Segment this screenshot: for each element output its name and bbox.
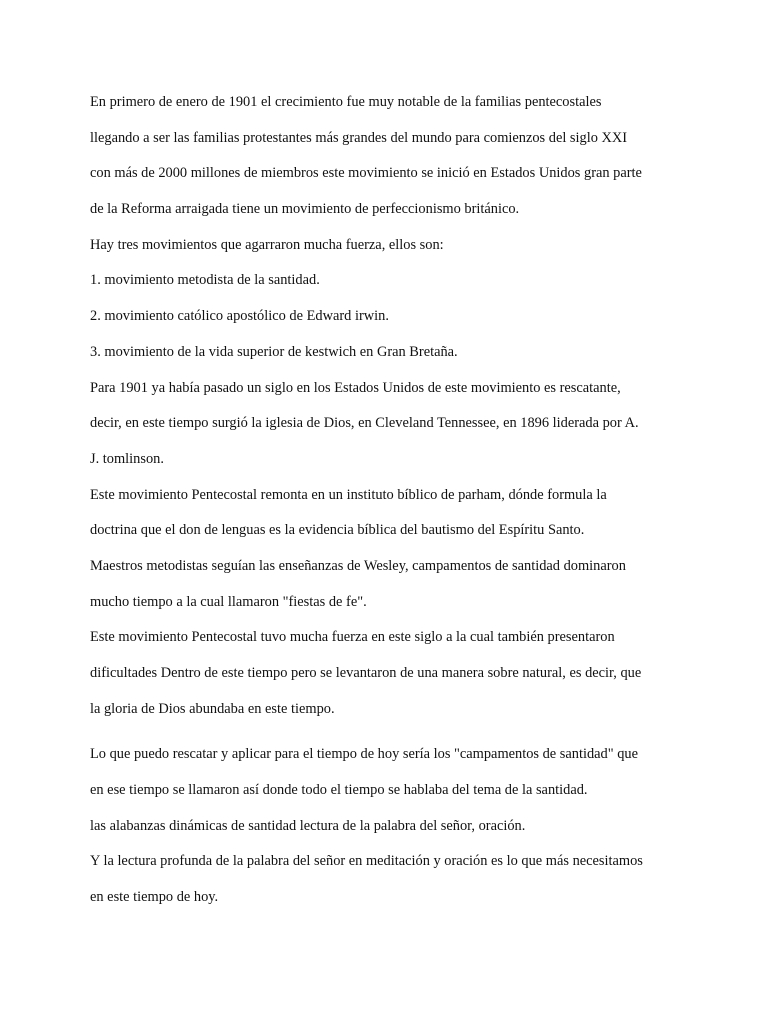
list-item-3 (90, 335, 690, 371)
paragraph-parham-institute (90, 478, 690, 549)
list-item-2 (90, 299, 690, 335)
document-body (90, 85, 690, 916)
text-line: en ese tiempo se llamaron así donde todo el tiempo se hablaba del tema de la santidad. (90, 782, 588, 799)
text-line: En primero de enero de 1901 el crecimiento fue muy notable de la familias pentecostales (90, 94, 602, 110)
text-line: decir, en este tiempo surgió la iglesia de Dios, en Cleveland Tennessee, en 1896 liderada por A. (90, 415, 639, 432)
text-line: dificultades Dentro de este tiempo pero se levantaron de una manera sobre natural, es decir, que (90, 665, 642, 681)
paragraph-1901-church-of-god (90, 371, 690, 478)
text-line: doctrina que el don de lenguas es la evidencia bíblica del bautismo del Espíritu Santo. (90, 522, 585, 539)
text-line: mucho tiempo a la cual llamaron "fiestas de fe". (90, 593, 367, 610)
text-line: 2. movimiento católico apostólico de Edward irwin. (90, 308, 389, 325)
paragraph-pentecostal-growth (90, 85, 690, 228)
text-line: Y la lectura profunda de la palabra del señor en meditación y oración es lo que más necesitamos (90, 853, 643, 870)
paragraph-spacer (90, 727, 690, 737)
paragraph-three-movements-intro (90, 228, 690, 264)
paragraph-application-today (90, 737, 690, 808)
text-line: Hay tres movimientos que agarraron mucha fuerza, ellos son: (90, 236, 444, 253)
text-line: 1. movimiento metodista de la santidad. (90, 272, 320, 289)
text-line: las alabanzas dinámicas de santidad lectura de la palabra del señor, oración. (90, 817, 526, 834)
paragraph-dynamic-praise (90, 809, 690, 845)
text-line: Este movimiento Pentecostal remonta en un instituto bíblico de parham, dónde formula la (90, 486, 607, 503)
list-item-1 (90, 263, 690, 299)
text-line: Maestros metodistas seguían las enseñanzas de Wesley, campamentos de santidad dominaron (90, 557, 626, 574)
paragraph-deep-reading (90, 844, 690, 915)
text-line: 3. movimiento de la vida superior de kestwich en Gran Bretaña. (90, 343, 458, 360)
text-line: J. tomlinson. (90, 450, 164, 467)
paragraph-pentecostal-strength (90, 620, 690, 727)
text-line: de la Reforma arraigada tiene un movimiento de perfeccionismo británico. (90, 201, 520, 218)
text-line: Para 1901 ya había pasado un siglo en los Estados Unidos de este movimiento es rescatante, (90, 379, 621, 396)
text-line: con más de 2000 millones de miembros este movimiento se inició en Estados Unidos gran parte (90, 165, 642, 182)
text-line: llegando a ser las familias protestantes más grandes del mundo para comienzos del siglo XXI (90, 129, 628, 146)
text-line: Este movimiento Pentecostal tuvo mucha fuerza en este siglo a la cual también presentaron (90, 629, 615, 646)
text-line: Lo que puedo rescatar y aplicar para el tiempo de hoy sería los "campamentos de santidad" que (90, 746, 638, 763)
text-line: la gloria de Dios abundaba en este tiempo. (90, 700, 335, 717)
paragraph-methodist-teachers (90, 549, 690, 620)
text-line: en este tiempo de hoy. (90, 889, 219, 906)
